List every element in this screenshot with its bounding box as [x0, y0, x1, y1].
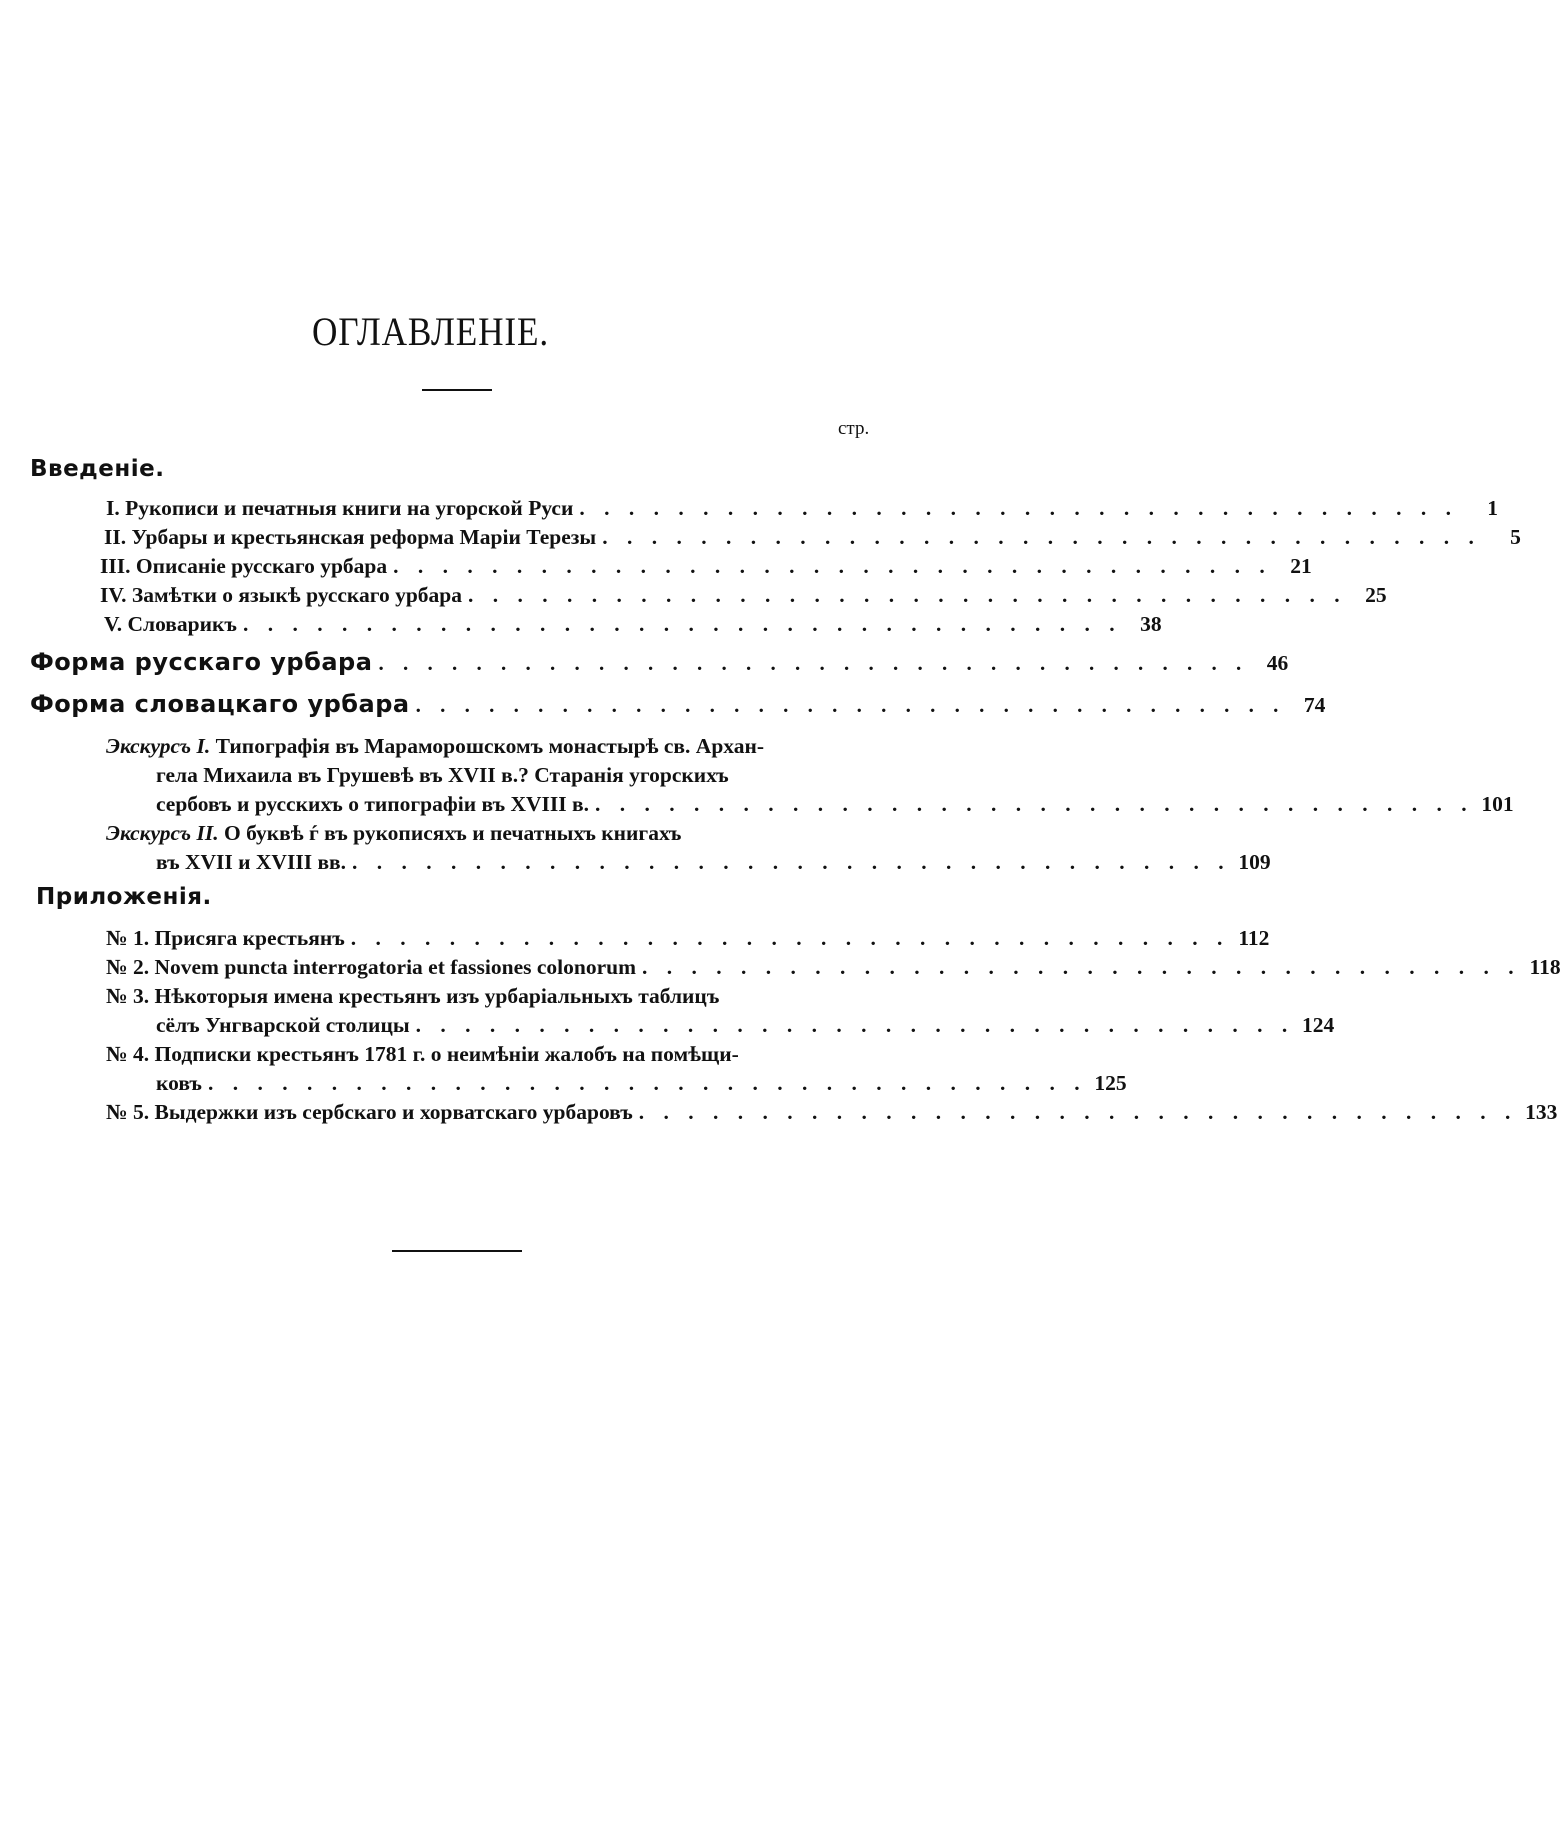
excursus-2-line-2 — [156, 850, 1271, 875]
toc-entry-page: 125 — [1094, 1071, 1127, 1095]
leader-dots: . . . . . . . . . . . . . . . . . . . . . . . . . . . . . . . . . . . . — [595, 792, 1474, 816]
leader-dots: . . . . . . . . . . . . . . . . . . . . . . . . . . . . . . . . . . . . — [579, 496, 1458, 520]
toc-entry-page: 38 — [1140, 612, 1162, 636]
appendix-4-line-1: № 4. Подписки крестьянъ 1781 г. о неимѣніи жалобъ на помѣщи- — [106, 1042, 739, 1066]
leader-dots: . . . . . . . . . . . . . . . . . . . . . . . . . . . . . . . . . . . . — [415, 693, 1286, 717]
section-heading-appendix: Приложенія. — [36, 884, 212, 910]
page-title: ОГЛАВЛЕНІЕ. — [312, 309, 550, 354]
toc-section-form-russian — [30, 648, 1289, 676]
toc-entry-page: 112 — [1238, 926, 1270, 950]
toc-entry-text: ковъ — [156, 1071, 202, 1095]
toc-entry — [104, 612, 1162, 637]
toc-entry-page: 109 — [1238, 850, 1271, 874]
leader-dots: . . . . . . . . . . . . . . . . . . . . . . . . . . . . . . . . . . . . — [393, 554, 1272, 578]
leader-dots: . . . . . . . . . . . . . . . . . . . . . . . . . . . . . . . . . . . . — [242, 612, 1122, 636]
leader-dots: . . . . . . . . . . . . . . . . . . . . . . . . . . . . . . . . . . . . — [207, 1071, 1087, 1095]
toc-entry-text: II. Урбары и крестьянская реформа Маріи Терезы — [104, 525, 597, 549]
toc-entry-text: IV. Замѣтки о языкѣ русскаго урбара — [100, 583, 463, 607]
leader-dots: . . . . . . . . . . . . . . . . . . . . . . . . . . . . . . . . . . . . — [468, 583, 1347, 607]
excursus-text: Типографія въ Мараморошскомъ монастырѣ св. Архан- — [215, 734, 765, 758]
toc-entry-text: въ XVII и XVIII вв. — [156, 850, 347, 874]
toc-entry — [106, 955, 1561, 980]
toc-entry-page: 46 — [1266, 651, 1289, 675]
toc-entry-text: сёлъ Унгварской столицы — [156, 1013, 410, 1037]
appendix-4-line-2 — [156, 1071, 1127, 1096]
toc-entry-page: 21 — [1290, 554, 1312, 578]
toc-entry-page: 133 — [1525, 1100, 1558, 1124]
toc-entry — [100, 554, 1312, 579]
pages-column-header: стр. — [838, 418, 870, 439]
toc-entry-text: № 5. Выдержки изъ сербскаго и хорватскаго урбаровъ — [106, 1100, 633, 1124]
toc-entry-page: 5 — [1510, 525, 1521, 549]
toc-entry — [106, 496, 1498, 521]
excursus-2-line-1 — [106, 821, 681, 846]
toc-entry — [106, 1100, 1558, 1125]
toc-entry-page: 124 — [1302, 1013, 1335, 1037]
leader-dots: . . . . . . . . . . . . . . . . . . . . . . . . . . . . . . . . . . . . — [638, 1100, 1518, 1124]
leader-dots: . . . . . . . . . . . . . . . . . . . . . . . . . . . . . . . . . . . . — [641, 955, 1521, 979]
leader-dots: . . . . . . . . . . . . . . . . . . . . . . . . . . . . . . . . . . . . — [602, 525, 1481, 549]
excursus-1-line-1 — [106, 734, 764, 759]
leader-dots: . . . . . . . . . . . . . . . . . . . . . . . . . . . . . . . . . . . . — [352, 850, 1231, 874]
leader-dots: . . . . . . . . . . . . . . . . . . . . . . . . . . . . . . . . . . . . — [350, 926, 1230, 950]
toc-entry-page: 25 — [1365, 583, 1387, 607]
leader-dots: . . . . . . . . . . . . . . . . . . . . . . . . . . . . . . . . . . . . — [415, 1013, 1295, 1037]
toc-entry — [104, 525, 1521, 550]
toc-section-form-slovak — [30, 690, 1326, 718]
excursus-1-line-3 — [156, 792, 1514, 817]
toc-entry-text: III. Описаніе русскаго урбара — [100, 554, 388, 578]
toc-entry-page: 101 — [1481, 792, 1514, 816]
excursus-text: О буквѣ ѓ въ рукописяхъ и печатныхъ книгахъ — [223, 821, 682, 845]
toc-entry — [100, 583, 1387, 608]
appendix-3-line-1: № 3. Нѣкоторыя имена крестьянъ изъ урбаріальныхъ таблицъ — [106, 984, 720, 1008]
excursus-1-line-2: гела Михаила въ Грушевѣ въ XVII в.? Старанія угорскихъ — [156, 763, 729, 787]
toc-entry-page: 118 — [1529, 955, 1561, 979]
toc-entry-page: 74 — [1303, 693, 1326, 717]
closing-rule — [392, 1250, 522, 1252]
toc-entry-text: V. Словарикъ — [104, 612, 237, 636]
excursus-label: Экскурсъ I. — [106, 734, 211, 758]
toc-entry-text: № 2. Novem puncta interrogatoria et fassiones colonorum — [106, 955, 636, 979]
toc-entry-page: 1 — [1487, 496, 1498, 520]
leader-dots: . . . . . . . . . . . . . . . . . . . . . . . . . . . . . . . . . . . . — [378, 651, 1249, 675]
toc-entry-text: сербовъ и русскихъ о типографіи въ XVIII в. — [156, 792, 589, 816]
toc-entry-text: I. Рукописи и печатныя книги на угорской Руси — [106, 496, 574, 520]
section-heading-intro: Введеніе. — [30, 456, 165, 482]
toc-entry-text: № 1. Присяга крестьянъ — [106, 926, 345, 950]
appendix-3-line-2 — [156, 1013, 1335, 1038]
excursus-label: Экскурсъ II. — [106, 821, 219, 845]
toc-entry-text: Форма русскаго урбара — [30, 648, 373, 676]
toc-entry — [106, 926, 1270, 951]
toc-entry-text: Форма словацкаго урбара — [30, 690, 410, 718]
